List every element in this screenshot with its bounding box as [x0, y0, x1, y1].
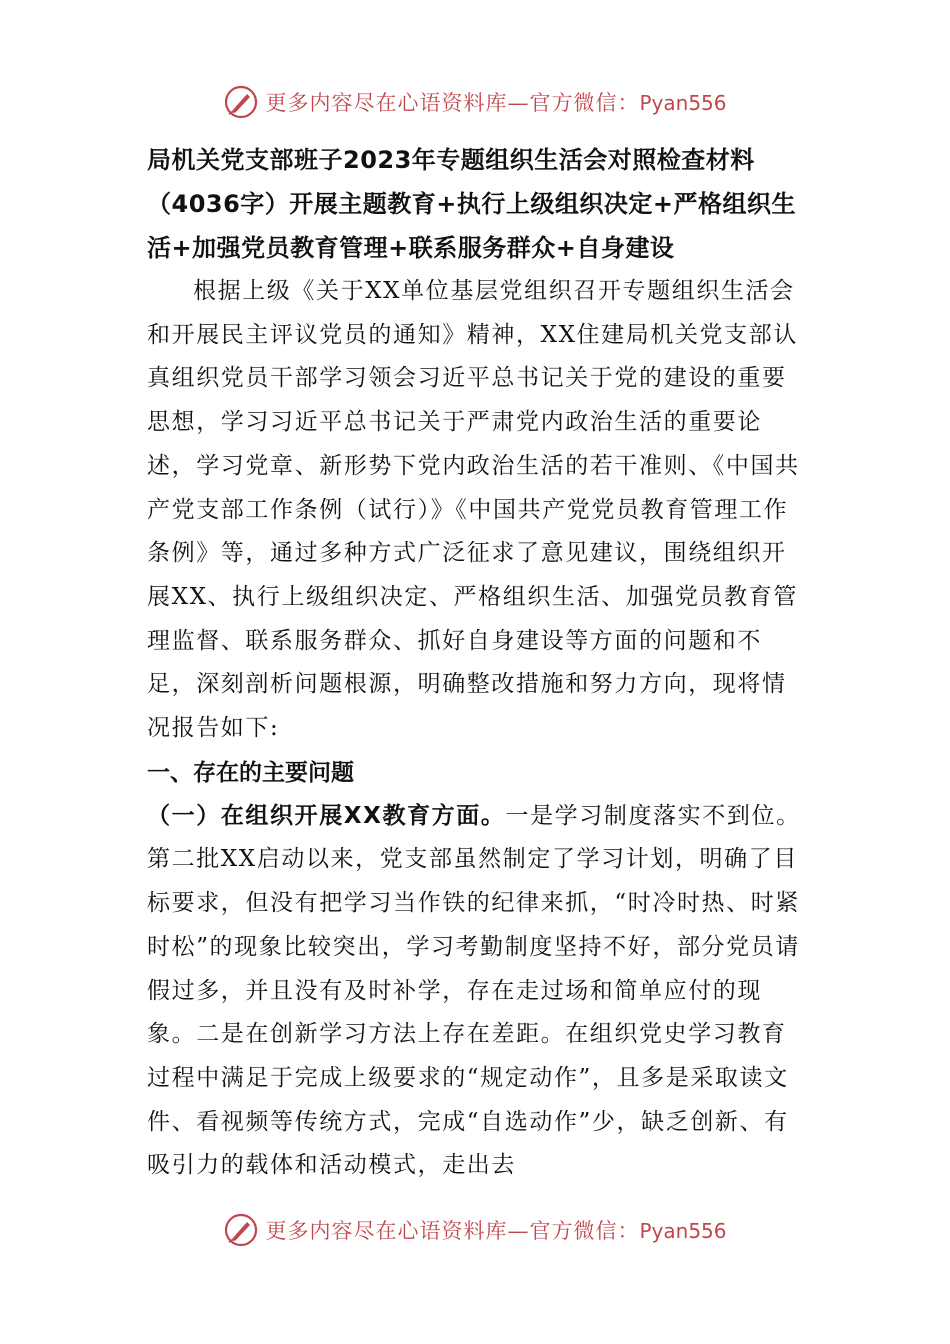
document-body	[147, 138, 807, 1188]
quill-logo-icon	[223, 84, 259, 120]
document-title: 局机关党支部班子2023年专题组织生活会对照检查材料（4036字）开展主题教育+执行上级组织决定+严格组织生活+加强党员教育管理+联系服务群众+自身建设	[147, 146, 797, 262]
footer-watermark-banner	[0, 1210, 950, 1250]
wechat-id: Pyan556	[639, 91, 727, 115]
section-heading: 一、存在的主要问题	[147, 759, 354, 786]
intro-paragraph: 根据上级《关于XX单位基层党组织召开专题组织生活会和开展民主评议党员的通知》精神，XX住建局机关党支部认真组织党员干部学习领会习近平总书记关于党的建设的重要思想，学习习近平总书记关于严肃党内政治生活的重要论述，学习党章、新形势下党内政治生活的若干准则、《中国共产党支部工作条例（试行）》《中国共产党党员教育管理工作条例》等，通过多种方式广泛征求了意见建议，围绕组织开展XX、执行上级组织决定、严格组织生活、加强党员教育管理监督、联系服务群众、抓好自身建设等方面的问题和不足，深刻剖析问题根源，明确整改措施和努力方向，现将情况报告如下:	[147, 278, 800, 742]
subsection-paragraph	[147, 795, 807, 1188]
quill-logo-icon	[223, 1212, 259, 1248]
subsection-lead: （一）在组织开展XX教育方面。	[147, 802, 506, 829]
header-watermark-banner	[0, 82, 950, 122]
subsection-body: 一是学习制度落实不到位。第二批XX启动以来，党支部虽然制定了学习计划，明确了目标要求，但没有把学习当作铁的纪律来抓，“时冷时热、时紧时松”的现象比较突出，学习考勤制度坚持不好，部分党员请假过多，并且没有及时补学，存在走过场和简单应付的现象。二是在创新学习方法上存在差距。在组织党史学习教育过程中满足于完成上级要求的“规定动作”，且多是采取读文件、看视频等传统方式，完成“自选动作”少，缺乏创新、有吸引力的载体和活动模式，走出去	[147, 802, 801, 1179]
banner-text: 更多内容尽在心语资料库—官方微信：Pyan556	[265, 91, 727, 115]
wechat-id: Pyan556	[639, 1219, 727, 1243]
banner-text: 更多内容尽在心语资料库—官方微信：Pyan556	[265, 1219, 727, 1243]
